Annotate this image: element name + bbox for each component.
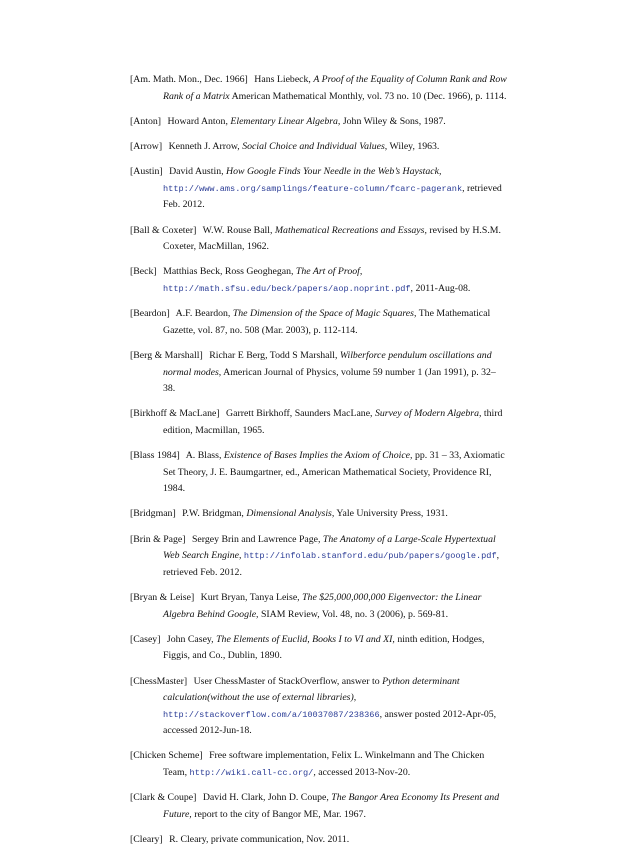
- bib-entry: [130, 164, 508, 214]
- bib-entry: [130, 348, 508, 398]
- bib-details: The Mathematical Gazette, vol. 87, no. 508 (Mar. 2003), p. 112-114.: [163, 308, 491, 336]
- bib-url-link[interactable]: http://www.ams.org/samplings/feature-column/fcarc-pagerank: [163, 183, 463, 194]
- bib-details: report to the city of Bangor ME, Mar. 1967.: [194, 808, 366, 820]
- bib-entry: [130, 790, 508, 823]
- bib-title: The Art of Proof,: [295, 266, 363, 278]
- bib-author: A. Blass,: [185, 450, 222, 462]
- bib-author: John Casey,: [166, 633, 214, 645]
- bib-details: revised by H.S.M. Coxeter, MacMillan, 1962.: [163, 224, 501, 253]
- bib-title: How Google Finds Your Needle in the Web’s Haystack,: [226, 166, 442, 178]
- bib-title: Social Choice and Individual Values,: [242, 141, 388, 153]
- bib-details: , retrieved Feb. 2012.: [163, 550, 500, 578]
- bib-author: Richar E Berg, Todd S Marshall,: [209, 350, 338, 362]
- bib-title: A Proof of the Equality of Column Rank and Row Rank of a Matrix: [163, 74, 507, 102]
- bib-entry: [130, 674, 508, 740]
- bib-details: Yale University Press, 1931.: [336, 508, 448, 520]
- bib-url-link[interactable]: http://math.sfsu.edu/beck/papers/aop.noprint.pdf: [163, 283, 411, 294]
- bib-entry: [130, 406, 508, 439]
- bib-key: [Clark & Coupe]: [130, 792, 197, 804]
- bib-url-link[interactable]: http://stackoverflow.com/a/10037087/238366: [163, 709, 380, 720]
- bib-title: Dimensional Analysis,: [246, 508, 335, 520]
- bib-author: David H. Clark, John D. Coupe,: [202, 792, 329, 804]
- bib-key: [Birkhoff & MacLane]: [130, 408, 220, 420]
- bib-author: Howard Anton,: [167, 115, 228, 127]
- bib-entry: [130, 590, 508, 623]
- bib-author: P.W. Bridgman,: [182, 508, 244, 520]
- bib-author: Garrett Birkhoff, Saunders MacLane,: [226, 408, 373, 420]
- bib-title: The Elements of Euclid, Books I to VI and XI,: [216, 633, 395, 645]
- bib-key: [Am. Math. Mon., Dec. 1966]: [130, 74, 248, 85]
- bib-title: Mathematical Recreations and Essays,: [274, 224, 427, 236]
- bib-title: Python determinant calculation(without the use of external libraries),: [163, 675, 460, 704]
- bib-key: [Casey]: [130, 633, 161, 645]
- bib-entry: [130, 832, 508, 849]
- bib-title: Wilberforce pendulum oscillations and normal modes,: [163, 350, 492, 378]
- bib-entry: [130, 306, 508, 339]
- bib-entry: [130, 114, 508, 131]
- bib-title: Elementary Linear Algebra,: [230, 115, 341, 127]
- bib-key: [Arrow]: [130, 141, 163, 153]
- bib-details: American Journal of Physics, volume 59 number 1 (Jan 1991), p. 32–38.: [163, 366, 496, 395]
- bibliography: [130, 72, 508, 857]
- bib-key: [ChessMaster]: [130, 675, 188, 687]
- bib-title: The Anatomy of a Large-Scale Hypertextual Web Search Engine,: [163, 533, 496, 562]
- bib-url-link[interactable]: http://infolab.stanford.edu/pub/papers/google.pdf: [243, 551, 497, 562]
- bib-entry: [130, 139, 508, 156]
- bib-key: [Berg & Marshall]: [130, 350, 203, 362]
- bib-author: R. Cleary, private communication, Nov. 2011.: [169, 834, 350, 846]
- bib-author: Free software implementation, Felix L. Winkelmann and The Chicken Team,: [163, 750, 485, 778]
- bib-key: [Blass 1984]: [130, 450, 180, 462]
- bib-key: [Bryan & Leise]: [130, 592, 195, 604]
- bib-author: Sergey Brin and Lawrence Page,: [191, 533, 321, 545]
- bib-author: Kurt Bryan, Tanya Leise,: [200, 592, 300, 604]
- bib-key: [Brin & Page]: [130, 533, 186, 545]
- bib-entry: [130, 264, 508, 297]
- bib-details: , retrieved Feb. 2012.: [163, 182, 502, 211]
- bib-author: User ChessMaster of StackOverflow, answer to: [193, 675, 380, 687]
- bib-details: third edition, Macmillan, 1965.: [163, 408, 503, 436]
- bib-details: , answer posted 2012-Apr-05, accessed 2012-Jun-18.: [163, 708, 497, 737]
- bib-key: [Chicken Scheme]: [130, 750, 203, 762]
- bib-entry: [130, 72, 508, 105]
- bib-details: , 2011-Aug-08.: [410, 282, 471, 294]
- bib-key: [Bridgman]: [130, 508, 176, 520]
- bib-entry: [130, 506, 508, 523]
- bib-entry: [130, 532, 508, 582]
- bib-details: , accessed 2013-Nov-20.: [313, 766, 411, 778]
- bib-details: Wiley, 1963.: [389, 141, 440, 153]
- bib-entry: [130, 448, 508, 498]
- bib-title: Survey of Modern Algebra,: [374, 408, 482, 420]
- bib-title: The $25,000,000,000 Eigenvector: the Linear Algebra Behind Google,: [163, 592, 482, 620]
- bib-entry: [130, 632, 508, 665]
- bib-author: W.W. Rouse Ball,: [202, 224, 273, 236]
- bib-key: [Austin]: [130, 166, 163, 178]
- bib-details: American Mathematical Monthly, vol. 73 no. 10 (Dec. 1966), p. 1114.: [231, 90, 507, 102]
- bib-key: [Beck]: [130, 266, 157, 278]
- bib-key: [Ball & Coxeter]: [130, 224, 197, 236]
- bib-author: Kenneth J. Arrow,: [168, 141, 240, 153]
- bib-details: pp. 31 – 33, Axiomatic Set Theory, J. E. Baumgartner, ed., American Mathematical Society, Providence RI, 1984.: [163, 450, 505, 495]
- bib-author: Hans Liebeck,: [254, 74, 311, 85]
- bib-key: [Anton]: [130, 115, 162, 127]
- bib-key: [Cleary]: [130, 834, 163, 846]
- bib-author: David Austin,: [169, 166, 224, 178]
- bib-title: The Dimension of the Space of Magic Squares,: [232, 308, 417, 320]
- bib-author: Matthias Beck, Ross Geoghegan,: [163, 266, 294, 278]
- bib-author: A.F. Beardon,: [175, 308, 231, 320]
- bib-details: SIAM Review, Vol. 48, no. 3 (2006), p. 569-81.: [260, 608, 449, 620]
- bib-title: Existence of Bases Implies the Axiom of Choice,: [223, 450, 413, 462]
- bib-details: John Wiley & Sons, 1987.: [342, 115, 446, 127]
- bib-title: The Bangor Area Economy Its Present and Future,: [163, 792, 500, 820]
- bib-url-link[interactable]: http://wiki.call-cc.org/: [189, 767, 314, 778]
- bib-entry: [130, 223, 508, 256]
- bib-key: [Beardon]: [130, 308, 170, 320]
- bib-details: ninth edition, Hodges, Figgis, and Co., Dublin, 1890.: [163, 633, 485, 662]
